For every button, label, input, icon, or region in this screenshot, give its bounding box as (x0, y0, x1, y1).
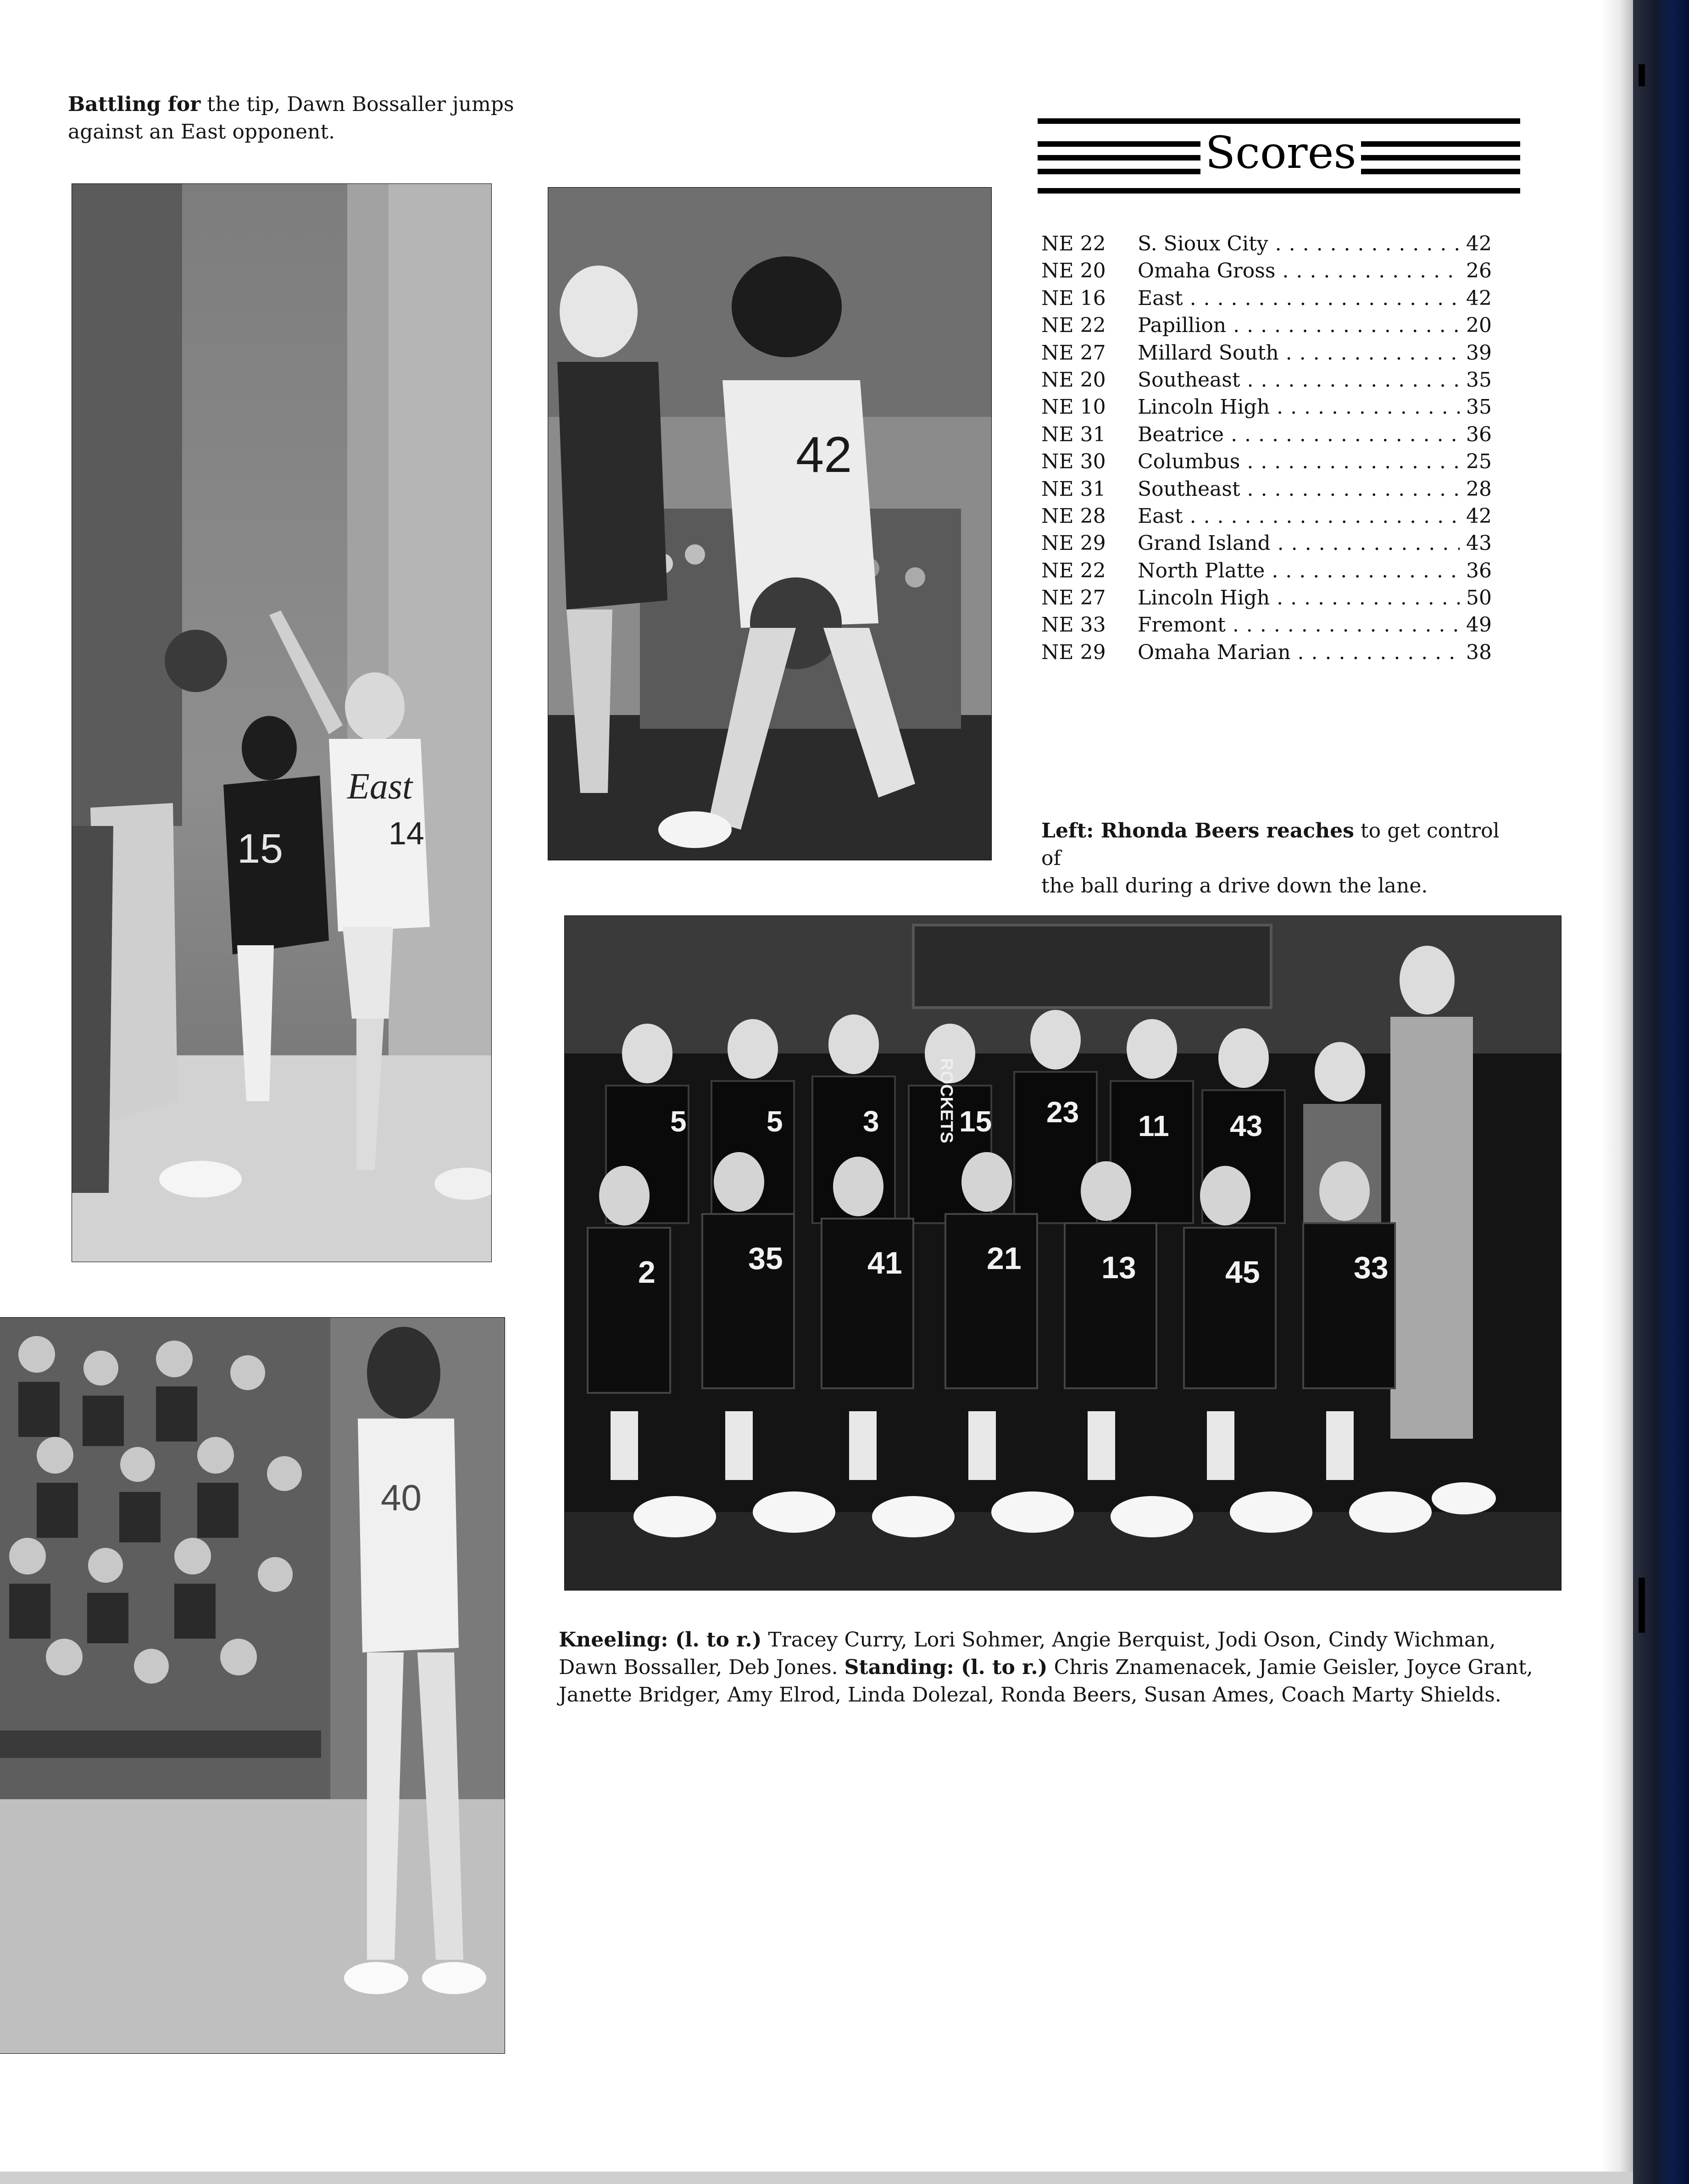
photo-crowd (0, 1317, 505, 2054)
score-opponent: Lincoln High . . . (1138, 584, 1463, 611)
scores-rule-right-3 (1361, 169, 1520, 174)
caption-team-kneeling-label: Kneeling: (l. to r.) (559, 1628, 762, 1652)
score-row (1041, 584, 1492, 611)
scores-header (1038, 118, 1520, 194)
team-back-number-5: 23 (1046, 1096, 1079, 1129)
caption-tipoff-lead: Battling for (68, 93, 201, 116)
score-ne: NE 27 (1041, 586, 1106, 610)
score-opponent-points: 42 (1460, 285, 1492, 312)
team-back-number-7: 43 (1230, 1109, 1263, 1142)
page-bottom-edge (0, 2172, 1633, 2184)
team-front-number-2: 35 (748, 1241, 783, 1276)
score-opponent: Millard South . . . (1138, 339, 1463, 366)
scores-rule-top (1038, 118, 1520, 124)
score-ne: NE 31 (1041, 477, 1106, 501)
score-opponent: Southeast . . . (1138, 476, 1463, 503)
team-front-number-3: 41 (867, 1246, 902, 1280)
team-front-number-5: 13 (1101, 1250, 1136, 1285)
score-opponent: East . . . (1138, 285, 1463, 312)
score-opponent: Omaha Marian . . . (1138, 639, 1463, 666)
photo-tipoff-image (72, 184, 491, 1262)
team-front-number-1: 2 (638, 1255, 656, 1290)
score-row (1041, 394, 1492, 421)
team-front-number-6: 45 (1225, 1255, 1260, 1290)
caption-team-line3: Janette Bridger, Amy Elrod, Linda Dolezal, Ronda Beers, Susan Ames, Coach Marty Shields. (559, 1683, 1501, 1707)
score-ne: NE 20 (1041, 368, 1106, 392)
score-ne: NE 31 (1041, 422, 1106, 446)
caption-tipoff-line1: the tip, Dawn Bossaller jumps (200, 93, 514, 116)
score-opponent: Fremont . . . (1138, 611, 1463, 638)
score-ne: NE 27 (1041, 341, 1106, 365)
caption-rhonda-line2: the ball during a drive down the lane. (1041, 874, 1428, 898)
score-opponent: Omaha Gross . . . (1138, 257, 1463, 284)
caption-rhonda-line1: to get control of (1041, 819, 1500, 870)
score-opponent-points: 39 (1460, 339, 1492, 366)
scores-title: Scores (1205, 127, 1356, 178)
score-ne: NE 10 (1041, 395, 1106, 419)
score-row (1041, 639, 1492, 666)
caption-team-standing-label: Standing: (l. to r.) (844, 1656, 1048, 1679)
scores-rule-bottom (1038, 188, 1520, 194)
jersey-number-15: 15 (237, 826, 283, 872)
team-back-number-4: 15 (959, 1105, 992, 1138)
score-opponent: East . . . (1138, 503, 1463, 530)
jersey-east: East (347, 766, 413, 807)
score-ne: NE 22 (1041, 232, 1106, 255)
photo-team (564, 915, 1561, 1591)
score-row (1041, 557, 1492, 584)
team-front-number-7: 33 (1354, 1250, 1389, 1285)
photo-tipoff (72, 183, 492, 1262)
caption-tipoff (68, 91, 517, 146)
score-row (1041, 448, 1492, 475)
caption-rhonda (1041, 817, 1523, 900)
score-opponent-points: 43 (1460, 530, 1492, 557)
score-row (1041, 339, 1492, 366)
score-opponent-points: 35 (1460, 366, 1492, 394)
score-opponent-points: 26 (1460, 257, 1492, 284)
score-ne: NE 29 (1041, 532, 1106, 555)
page-binding-shadow (1601, 0, 1633, 2184)
score-row (1041, 285, 1492, 312)
caption-team-line1: Tracey Curry, Lori Sohmer, Angie Berquist, Jodi Oson, Cindy Wichman, (761, 1628, 1496, 1652)
score-row (1041, 476, 1492, 503)
score-opponent-points: 25 (1460, 448, 1492, 475)
scores-rule-right-1 (1361, 141, 1520, 147)
score-row (1041, 421, 1492, 448)
jersey-rockets: ROCKETS (937, 1058, 956, 1143)
scores-rule-left-1 (1038, 141, 1200, 147)
jersey-number-40: 40 (381, 1477, 422, 1518)
team-back-number-6: 11 (1138, 1109, 1169, 1142)
score-opponent: Lincoln High . . . (1138, 394, 1463, 421)
score-opponent: Beatrice . . . (1138, 421, 1463, 448)
score-ne: NE 22 (1041, 314, 1106, 338)
score-ne: NE 30 (1041, 450, 1106, 474)
caption-team (559, 1626, 1568, 1709)
score-ne: NE 33 (1041, 613, 1106, 637)
jersey-number-14: 14 (389, 815, 424, 851)
score-ne: NE 20 (1041, 259, 1106, 283)
photo-team-image (565, 916, 1561, 1590)
page-edge (1633, 0, 1689, 2184)
score-ne: NE 29 (1041, 640, 1106, 664)
score-row (1041, 530, 1492, 557)
score-opponent: Columbus . . . (1138, 448, 1463, 475)
photo-drive-image (548, 188, 991, 860)
photo-drive (548, 187, 992, 860)
caption-team-line2-rest: Chris Znamenacek, Jamie Geisler, Joyce Grant, (1047, 1656, 1533, 1679)
team-back-number-2: 5 (767, 1105, 783, 1138)
score-opponent-points: 36 (1460, 557, 1492, 584)
score-opponent-points: 28 (1460, 476, 1492, 503)
score-ne: NE 16 (1041, 286, 1106, 310)
score-opponent-points: 36 (1460, 421, 1492, 448)
score-row (1041, 257, 1492, 284)
score-opponent: S. Sioux City . . . (1138, 230, 1463, 257)
team-front-number-4: 21 (987, 1241, 1022, 1276)
score-opponent: North Platte . . . (1138, 557, 1463, 584)
score-opponent-points: 50 (1460, 584, 1492, 611)
score-ne: NE 28 (1041, 504, 1106, 528)
score-opponent-points: 38 (1460, 639, 1492, 666)
score-row (1041, 230, 1492, 257)
edge-mark-bottom (1639, 1578, 1645, 1633)
score-opponent: Grand Island . . . (1138, 530, 1463, 557)
score-opponent-points: 20 (1460, 312, 1492, 339)
edge-mark-top (1639, 64, 1645, 86)
score-row (1041, 312, 1492, 339)
score-row (1041, 611, 1492, 638)
caption-team-line2-start: Dawn Bossaller, Deb Jones. (559, 1656, 844, 1679)
scores-list (1041, 230, 1492, 666)
score-opponent-points: 42 (1460, 503, 1492, 530)
team-back-number-1: 5 (670, 1105, 687, 1138)
score-opponent-points: 42 (1460, 230, 1492, 257)
scores-rule-left-3 (1038, 169, 1200, 174)
scores-rule-left-2 (1038, 155, 1200, 161)
scores-rule-right-2 (1361, 155, 1520, 161)
team-back-number-3: 3 (863, 1105, 879, 1138)
photo-crowd-image (0, 1318, 505, 2053)
score-opponent-points: 49 (1460, 611, 1492, 638)
caption-tipoff-line2: against an East opponent. (68, 120, 335, 144)
score-row (1041, 503, 1492, 530)
score-ne: NE 22 (1041, 559, 1106, 582)
score-opponent-points: 35 (1460, 394, 1492, 421)
jersey-number-42: 42 (796, 427, 852, 483)
score-opponent: Southeast . . . (1138, 366, 1463, 394)
score-opponent: Papillion . . . (1138, 312, 1463, 339)
caption-rhonda-lead: Left: Rhonda Beers reaches (1041, 819, 1354, 843)
score-row (1041, 366, 1492, 394)
